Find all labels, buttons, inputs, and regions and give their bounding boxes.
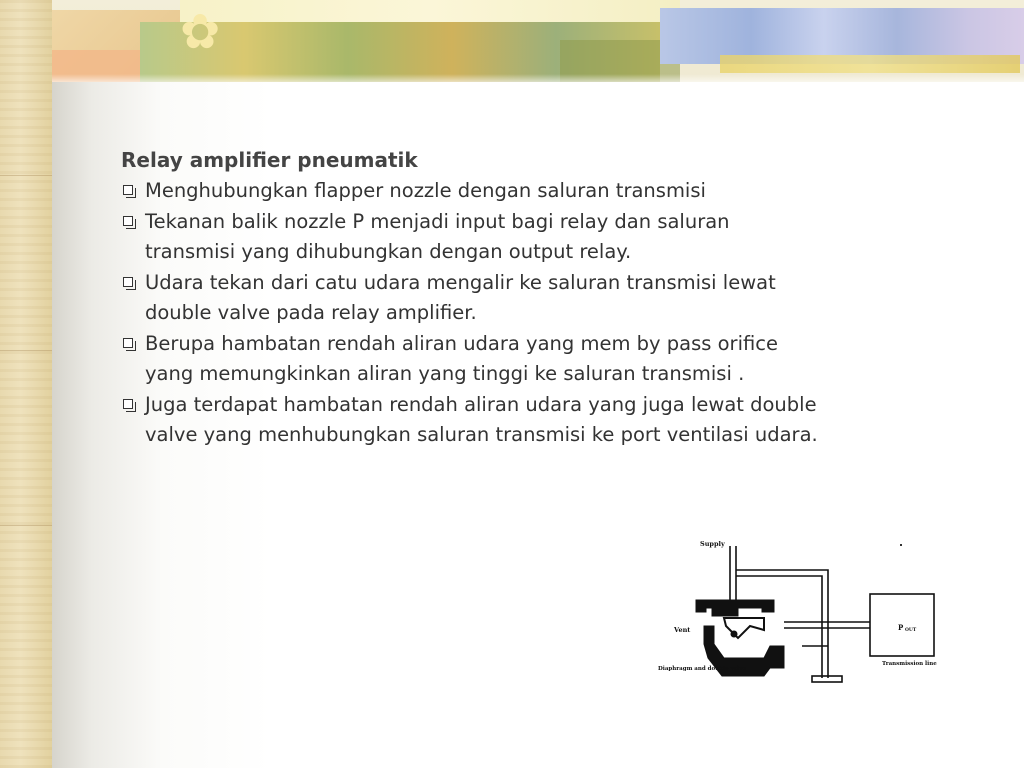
bullet-text: Berupa hambatan rendah aliran udara yang mem by pass orifice yang memungkinkan aliran yang tinggi ke saluran transmisi . <box>145 331 778 385</box>
slide-content <box>121 144 821 451</box>
banner-tile <box>180 0 680 22</box>
leaf-icon: ✿ <box>180 4 221 60</box>
double-valve <box>724 618 764 638</box>
left-parchment-strip <box>0 0 52 768</box>
strip-seam <box>0 350 52 351</box>
bullet-item <box>121 329 821 390</box>
upper-pipe <box>736 570 828 654</box>
transmission-label: Transmission line <box>882 661 937 667</box>
bullet-text: Juga terdapat hambatan rendah aliran udara yang juga lewat double valve yang menhubungkan saluran transmisi ke port ventilasi udara. <box>145 392 818 446</box>
diaphragm-label: Diaphragm and double valve <box>658 666 747 672</box>
checkbox-bullet-icon <box>123 185 133 195</box>
top-banner <box>0 0 1024 82</box>
relay-amplifier-diagram <box>652 534 942 690</box>
vent-label: Vent <box>674 626 691 634</box>
checkbox-bullet-icon <box>123 399 133 409</box>
valve-ball <box>731 631 737 637</box>
relay-top-housing <box>696 600 774 616</box>
banner-grain <box>720 55 1020 73</box>
supply-label: Supply <box>700 540 725 548</box>
pout-label: P <box>898 623 904 632</box>
bullet-text: Menghubungkan flapper nozzle dengan saluran transmisi <box>145 179 706 202</box>
slide-title: Relay amplifier pneumatik <box>121 148 418 172</box>
bullet-item <box>121 207 821 268</box>
strip-seam <box>0 175 52 176</box>
pout-subscript: OUT <box>905 628 917 633</box>
strip-seam <box>0 525 52 526</box>
banner-shade <box>0 74 1024 82</box>
bullet-item <box>121 390 821 451</box>
bullet-item <box>121 268 821 329</box>
bullet-item <box>121 176 821 207</box>
checkbox-bullet-icon <box>123 216 133 226</box>
checkbox-bullet-icon <box>123 338 133 348</box>
bullet-text: Tekanan balik nozzle P menjadi input bagi relay dan saluran transmisi yang dihubungkan dengan output relay. <box>145 209 730 263</box>
checkbox-bullet-icon <box>123 277 133 287</box>
bullet-text: Udara tekan dari catu udara mengalir ke saluran transmisi lewat double valve pada relay amplifier. <box>145 270 776 324</box>
